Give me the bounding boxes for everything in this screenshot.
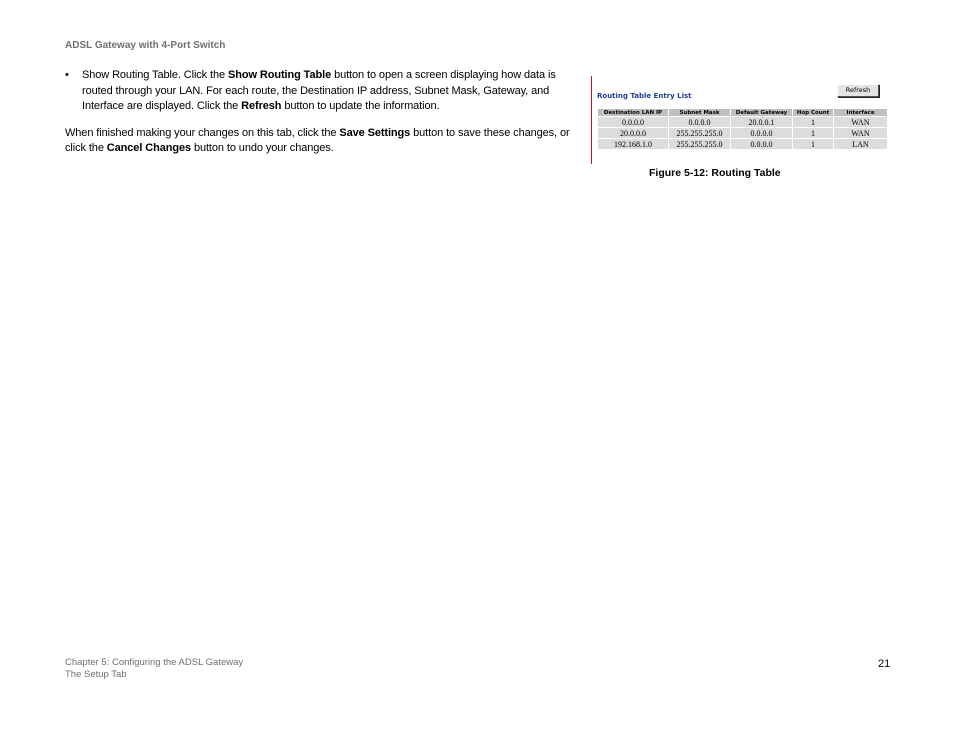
footer-section-title: The Setup Tab xyxy=(65,669,127,680)
page-number: 21 xyxy=(878,658,891,670)
routing-table xyxy=(597,108,888,150)
paragraph-text-part: When finished making your changes on this tab, click the xyxy=(65,126,340,139)
table-cell-interface: LAN xyxy=(834,139,887,149)
bullet-icon: • xyxy=(65,69,69,81)
bullet-text-part: button to open a screen displaying how data is routed through your LAN. For each route, the Destination IP address, Subnet Mask, Gateway, and Interface are displayed. Click the xyxy=(82,69,556,112)
column-header-subnet-mask: Subnet Mask xyxy=(669,109,730,116)
figure-caption: Figure 5-12: Routing Table xyxy=(649,167,781,179)
table-cell-hop-count: 1 xyxy=(793,117,833,127)
table-row xyxy=(598,117,887,127)
table-cell-interface: WAN xyxy=(834,128,887,138)
table-cell-destination: 192.168.1.0 xyxy=(598,139,668,149)
column-header-default-gateway: Default Gateway xyxy=(731,109,792,116)
paragraph-text-part: button to save these changes, or click the xyxy=(65,126,570,154)
column-header-interface: Interface xyxy=(834,109,887,116)
column-header-hop-count: Hop Count xyxy=(793,109,833,116)
bullet-item-show-routing-table xyxy=(65,68,585,115)
routing-table-screenshot xyxy=(597,82,883,158)
routing-table-entry-list-title: Routing Table Entry List xyxy=(597,92,692,100)
paragraph-text-part: button to undo your changes. xyxy=(190,142,334,154)
paragraph-bold-cancel-changes: Cancel Changes xyxy=(106,142,191,154)
bullet-bold-show-routing-table: Show Routing Table xyxy=(228,69,332,81)
table-cell-interface: WAN xyxy=(834,117,887,127)
table-cell-gateway: 20.0.0.1 xyxy=(731,117,792,127)
body-text xyxy=(65,68,585,157)
refresh-button[interactable]: Refresh xyxy=(837,84,879,97)
table-cell-destination: 20.0.0.0 xyxy=(598,128,668,138)
table-row xyxy=(598,128,887,138)
figure-divider-rule xyxy=(591,76,592,164)
table-cell-subnet-mask: 0.0.0.0 xyxy=(669,117,730,127)
bullet-text-part: button to update the information. xyxy=(281,100,440,112)
table-cell-destination: 0.0.0.0 xyxy=(598,117,668,127)
bullet-text-part: Show Routing Table. Click the xyxy=(82,69,228,81)
table-cell-subnet-mask: 255.255.255.0 xyxy=(669,128,730,138)
routing-table-header-row xyxy=(598,109,887,116)
table-cell-hop-count: 1 xyxy=(793,139,833,149)
table-cell-gateway: 0.0.0.0 xyxy=(731,128,792,138)
column-header-destination-lan-ip: Destination LAN IP xyxy=(598,109,668,116)
footer-chapter-title: Chapter 5: Configuring the ADSL Gateway xyxy=(65,657,244,668)
running-header: ADSL Gateway with 4-Port Switch xyxy=(65,40,226,51)
table-cell-subnet-mask: 255.255.255.0 xyxy=(669,139,730,149)
table-row xyxy=(598,139,887,149)
paragraph-save-cancel xyxy=(65,126,585,157)
footer-chapter-info xyxy=(65,657,243,681)
bullet-bold-refresh: Refresh xyxy=(241,100,282,112)
paragraph-bold-save-settings: Save Settings xyxy=(339,126,411,139)
table-cell-hop-count: 1 xyxy=(793,128,833,138)
table-cell-gateway: 0.0.0.0 xyxy=(731,139,792,149)
